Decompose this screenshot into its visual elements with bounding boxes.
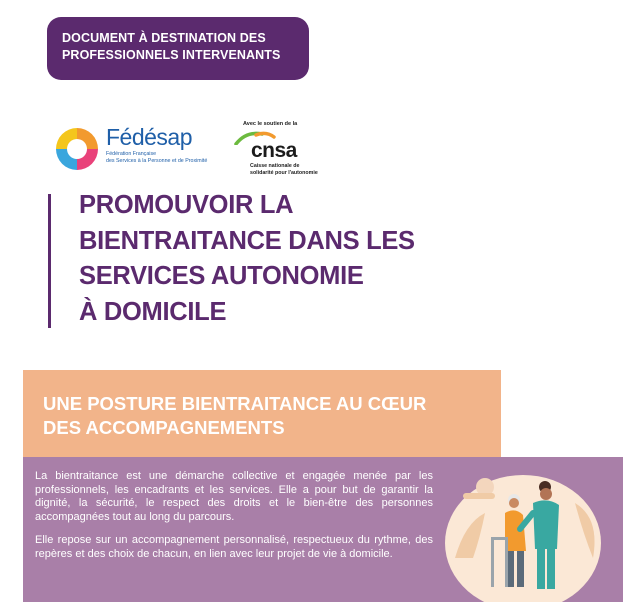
title-line-4: À DOMICILE bbox=[79, 297, 227, 326]
title-accent-bar bbox=[48, 194, 51, 328]
fedesap-subtitle-line-2: des Services à la Personne et de Proximité bbox=[106, 158, 208, 164]
fedesap-subtitle bbox=[106, 151, 216, 165]
badge-line-2: PROFESSIONNELS INTERVENANTS bbox=[62, 48, 281, 62]
fedesap-wordmark: Fédésap bbox=[106, 124, 193, 150]
badge-line-1: DOCUMENT À DESTINATION DES bbox=[62, 31, 266, 45]
section-paragraph-1: La bientraitance est une démarche collective et engagée menée par les professionnels, les encadrants et les services. Elle a pour but de garantir la dignité, la sécurité, le respect des droits et le bien-être des personnes accompagnées tout au long du parcours. bbox=[35, 470, 433, 523]
title-line-1: PROMOUVOIR LA bbox=[79, 191, 294, 219]
cnsa-support-text: Avec le soutien de la bbox=[243, 121, 298, 127]
section-heading-line-1: UNE POSTURE BIENTRAITANCE AU CŒUR bbox=[43, 393, 427, 414]
cnsa-subtitle-line-2: solidarité pour l'autonomie bbox=[250, 170, 318, 176]
cnsa-subtitle-line-1: Caisse nationale de bbox=[250, 163, 300, 169]
section-paragraph-2: Elle repose sur un accompagnement personnalisé, respectueux du rythme, des repères et des choix de chacun, en lien avec leur projet de vie à domicile. bbox=[35, 534, 433, 560]
fedesap-logo-icon bbox=[54, 126, 100, 172]
title-line-3: SERVICES AUTONOMIE bbox=[79, 262, 364, 290]
document-title bbox=[79, 188, 415, 330]
section-heading-box bbox=[23, 370, 501, 457]
audience-badge bbox=[47, 17, 309, 80]
caregiver-illustration-icon bbox=[425, 463, 615, 602]
cnsa-wordmark: cnsa bbox=[251, 139, 297, 162]
title-line-2: BIENTRAITANCE DANS LES bbox=[79, 226, 415, 255]
cnsa-subtitle bbox=[250, 163, 318, 177]
fedesap-subtitle-line-1: Fédération Française bbox=[106, 151, 157, 157]
section-heading-line-2: DES ACCOMPAGNEMENTS bbox=[43, 417, 285, 438]
